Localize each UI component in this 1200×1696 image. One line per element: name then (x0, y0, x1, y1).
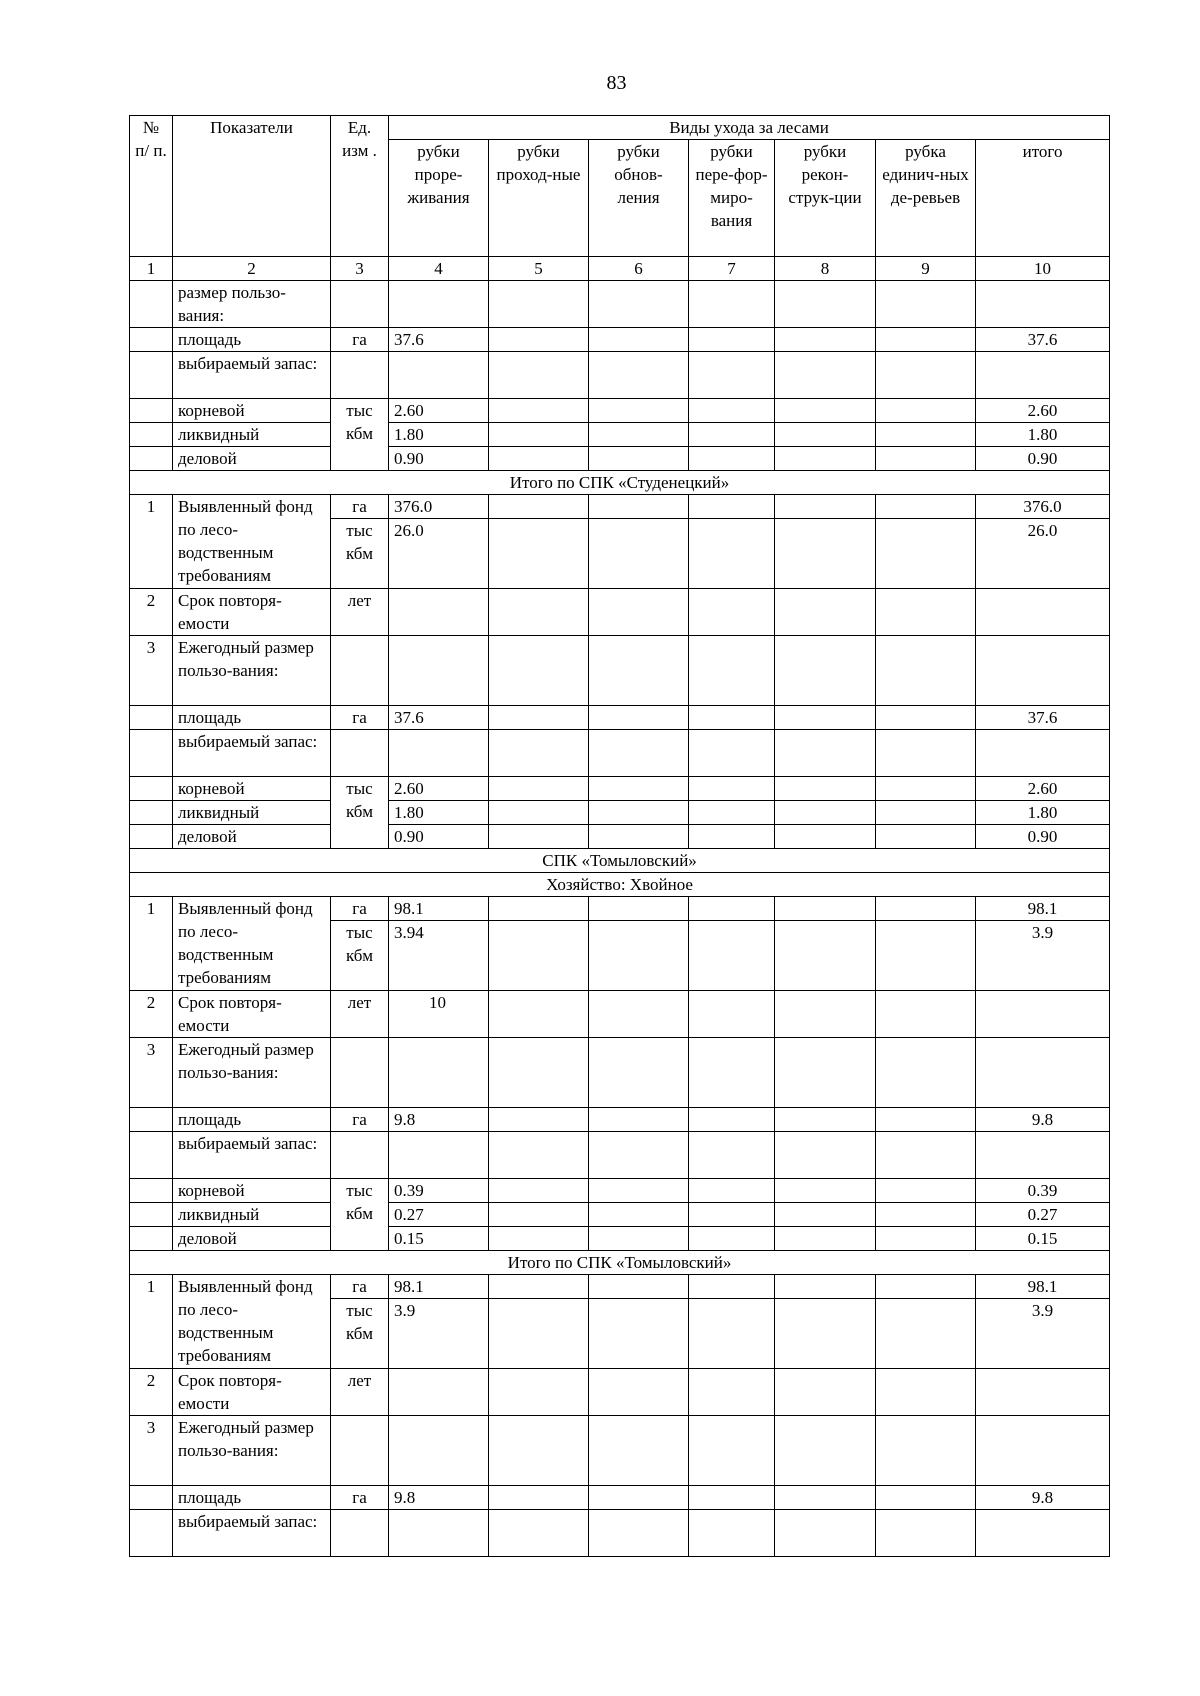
column-number: 6 (589, 257, 689, 281)
unit-cell: га (331, 1275, 389, 1299)
total-cell: 37.6 (976, 706, 1110, 730)
indicator-label: выбираемый запас: (173, 730, 331, 777)
value-cell: 2.60 (389, 777, 489, 801)
indicator-label: корневой (173, 1179, 331, 1203)
table-row (130, 447, 1110, 471)
header-type: рубки проход-ные (489, 140, 589, 257)
total-cell: 9.8 (976, 1486, 1110, 1510)
unit-cell: га (331, 706, 389, 730)
unit-cell: га (331, 1486, 389, 1510)
value-cell: 0.39 (389, 1179, 489, 1203)
total-cell: 98.1 (976, 1275, 1110, 1299)
table-row (130, 495, 1110, 519)
indicator-label: площадь (173, 328, 331, 352)
total-cell: 3.9 (976, 1299, 1110, 1369)
total-cell: 26.0 (976, 519, 1110, 589)
total-cell: 2.60 (976, 399, 1110, 423)
indicator-label: выбираемый запас: (173, 1510, 331, 1557)
indicator-label: Ежегодный размер пользо-вания: (173, 636, 331, 706)
column-number: 4 (389, 257, 489, 281)
total-cell: 9.8 (976, 1108, 1110, 1132)
indicator-label: Срок повторя-емости (173, 991, 331, 1038)
indicator-label: площадь (173, 1108, 331, 1132)
table-row (130, 399, 1110, 423)
total-cell: 0.39 (976, 1179, 1110, 1203)
value-cell: 0.90 (389, 825, 489, 849)
total-cell: 37.6 (976, 328, 1110, 352)
section-row (130, 849, 1110, 873)
table-row (130, 897, 1110, 921)
table-row (130, 730, 1110, 777)
indicator-label: деловой (173, 447, 331, 471)
indicator-label: деловой (173, 1227, 331, 1251)
column-number: 2 (173, 257, 331, 281)
table-row (130, 1275, 1110, 1299)
row-number: 2 (130, 991, 173, 1038)
column-number: 7 (689, 257, 775, 281)
unit-cell: га (331, 1108, 389, 1132)
header-col-unit: Ед. изм . (331, 116, 389, 257)
value-cell: 9.8 (389, 1486, 489, 1510)
total-cell: 0.27 (976, 1203, 1110, 1227)
table-row (130, 825, 1110, 849)
table-row (130, 1416, 1110, 1486)
column-number: 1 (130, 257, 173, 281)
total-cell: 0.90 (976, 447, 1110, 471)
header-type: рубки проре-живания (389, 140, 489, 257)
value-cell: 10 (389, 991, 489, 1038)
row-number: 3 (130, 636, 173, 706)
row-number: 3 (130, 1416, 173, 1486)
total-cell: 0.90 (976, 825, 1110, 849)
unit-cell: га (331, 897, 389, 921)
indicator-label: Выявленный фонд по лесо-водственным требованиям (173, 495, 331, 589)
total-cell: 2.60 (976, 777, 1110, 801)
indicator-label: Ежегодный размер пользо-вания: (173, 1416, 331, 1486)
table-row (130, 706, 1110, 730)
unit-cell: га (331, 328, 389, 352)
section-row (130, 471, 1110, 495)
value-cell: 0.27 (389, 1203, 489, 1227)
indicator-label: ликвидный (173, 801, 331, 825)
table-row (130, 1510, 1110, 1557)
page-number: 83 (606, 72, 627, 94)
value-cell: 98.1 (389, 897, 489, 921)
row-number: 1 (130, 1275, 173, 1369)
header-group-title: Виды ухода за лесами (389, 116, 1110, 140)
table-row (130, 1486, 1110, 1510)
table-row (130, 1227, 1110, 1251)
total-cell: 3.9 (976, 921, 1110, 991)
indicator-label: выбираемый запас: (173, 352, 331, 399)
unit-cell: тыс кбм (331, 519, 389, 589)
indicator-label: деловой (173, 825, 331, 849)
table-row (130, 1203, 1110, 1227)
header-type: рубки рекон-струк-ции (775, 140, 876, 257)
row-number: 1 (130, 495, 173, 589)
section-title: Итого по СПК «Томыловский» (130, 1251, 1110, 1275)
indicator-label: ликвидный (173, 1203, 331, 1227)
header-type: рубка единич-ных де-ревьев (876, 140, 976, 257)
indicator-label: размер пользо-вания: (173, 281, 331, 328)
value-cell: 1.80 (389, 423, 489, 447)
total-cell: 376.0 (976, 495, 1110, 519)
table-row (130, 991, 1110, 1038)
unit-cell: тыс кбм (331, 399, 389, 471)
unit-cell: тыс кбм (331, 921, 389, 991)
column-number: 5 (489, 257, 589, 281)
header-type: итого (976, 140, 1110, 257)
section-row (130, 873, 1110, 897)
indicator-label: Срок повторя-емости (173, 1369, 331, 1416)
unit-cell: тыс кбм (331, 777, 389, 849)
value-cell: 37.6 (389, 328, 489, 352)
value-cell: 376.0 (389, 495, 489, 519)
indicator-label: корневой (173, 399, 331, 423)
value-cell: 1.80 (389, 801, 489, 825)
header-col-indicators: Показатели (173, 116, 331, 257)
value-cell: 3.94 (389, 921, 489, 991)
indicator-label: Выявленный фонд по лесо-водственным требованиям (173, 897, 331, 991)
indicator-label: площадь (173, 1486, 331, 1510)
indicator-label: Ежегодный размер пользо-вания: (173, 1038, 331, 1108)
column-number: 8 (775, 257, 876, 281)
value-cell: 9.8 (389, 1108, 489, 1132)
table-row (130, 281, 1110, 328)
section-row (130, 1251, 1110, 1275)
value-cell: 37.6 (389, 706, 489, 730)
total-cell: 98.1 (976, 897, 1110, 921)
total-cell: 0.15 (976, 1227, 1110, 1251)
column-number-row (130, 257, 1110, 281)
indicator-label: площадь (173, 706, 331, 730)
header-type: рубки обнов-ления (589, 140, 689, 257)
unit-cell: тыс кбм (331, 1299, 389, 1369)
value-cell: 2.60 (389, 399, 489, 423)
value-cell: 0.15 (389, 1227, 489, 1251)
header-col-no: № п/ п. (130, 116, 173, 257)
table-row (130, 1369, 1110, 1416)
forest-care-table (129, 115, 1110, 1557)
unit-cell: лет (331, 991, 389, 1038)
indicator-label: ликвидный (173, 423, 331, 447)
total-cell: 1.80 (976, 423, 1110, 447)
value-cell: 26.0 (389, 519, 489, 589)
indicator-label: Выявленный фонд по лесо-водственным требованиям (173, 1275, 331, 1369)
table-row (130, 1179, 1110, 1203)
table-row (130, 801, 1110, 825)
indicator-label: выбираемый запас: (173, 1132, 331, 1179)
unit-cell: лет (331, 1369, 389, 1416)
column-number: 10 (976, 257, 1110, 281)
row-number: 3 (130, 1038, 173, 1108)
table-row (130, 1132, 1110, 1179)
row-number: 2 (130, 1369, 173, 1416)
section-title: СПК «Томыловский» (130, 849, 1110, 873)
value-cell: 0.90 (389, 447, 489, 471)
value-cell: 98.1 (389, 1275, 489, 1299)
table-row (130, 1108, 1110, 1132)
value-cell: 3.9 (389, 1299, 489, 1369)
table-row (130, 328, 1110, 352)
column-number: 9 (876, 257, 976, 281)
unit-cell: тыс кбм (331, 1179, 389, 1251)
indicator-label: корневой (173, 777, 331, 801)
section-title: Итого по СПК «Студенецкий» (130, 471, 1110, 495)
unit-cell: га (331, 495, 389, 519)
total-cell: 1.80 (976, 801, 1110, 825)
table-row (130, 589, 1110, 636)
section-title: Хозяйство: Хвойное (130, 873, 1110, 897)
header-type: рубки пере-фор-миро-вания (689, 140, 775, 257)
indicator-label: Срок повторя-емости (173, 589, 331, 636)
table-row (130, 636, 1110, 706)
table-row (130, 1038, 1110, 1108)
table-row (130, 777, 1110, 801)
column-number: 3 (331, 257, 389, 281)
row-number: 1 (130, 897, 173, 991)
row-number: 2 (130, 589, 173, 636)
table-row (130, 423, 1110, 447)
unit-cell: лет (331, 589, 389, 636)
table-row (130, 352, 1110, 399)
